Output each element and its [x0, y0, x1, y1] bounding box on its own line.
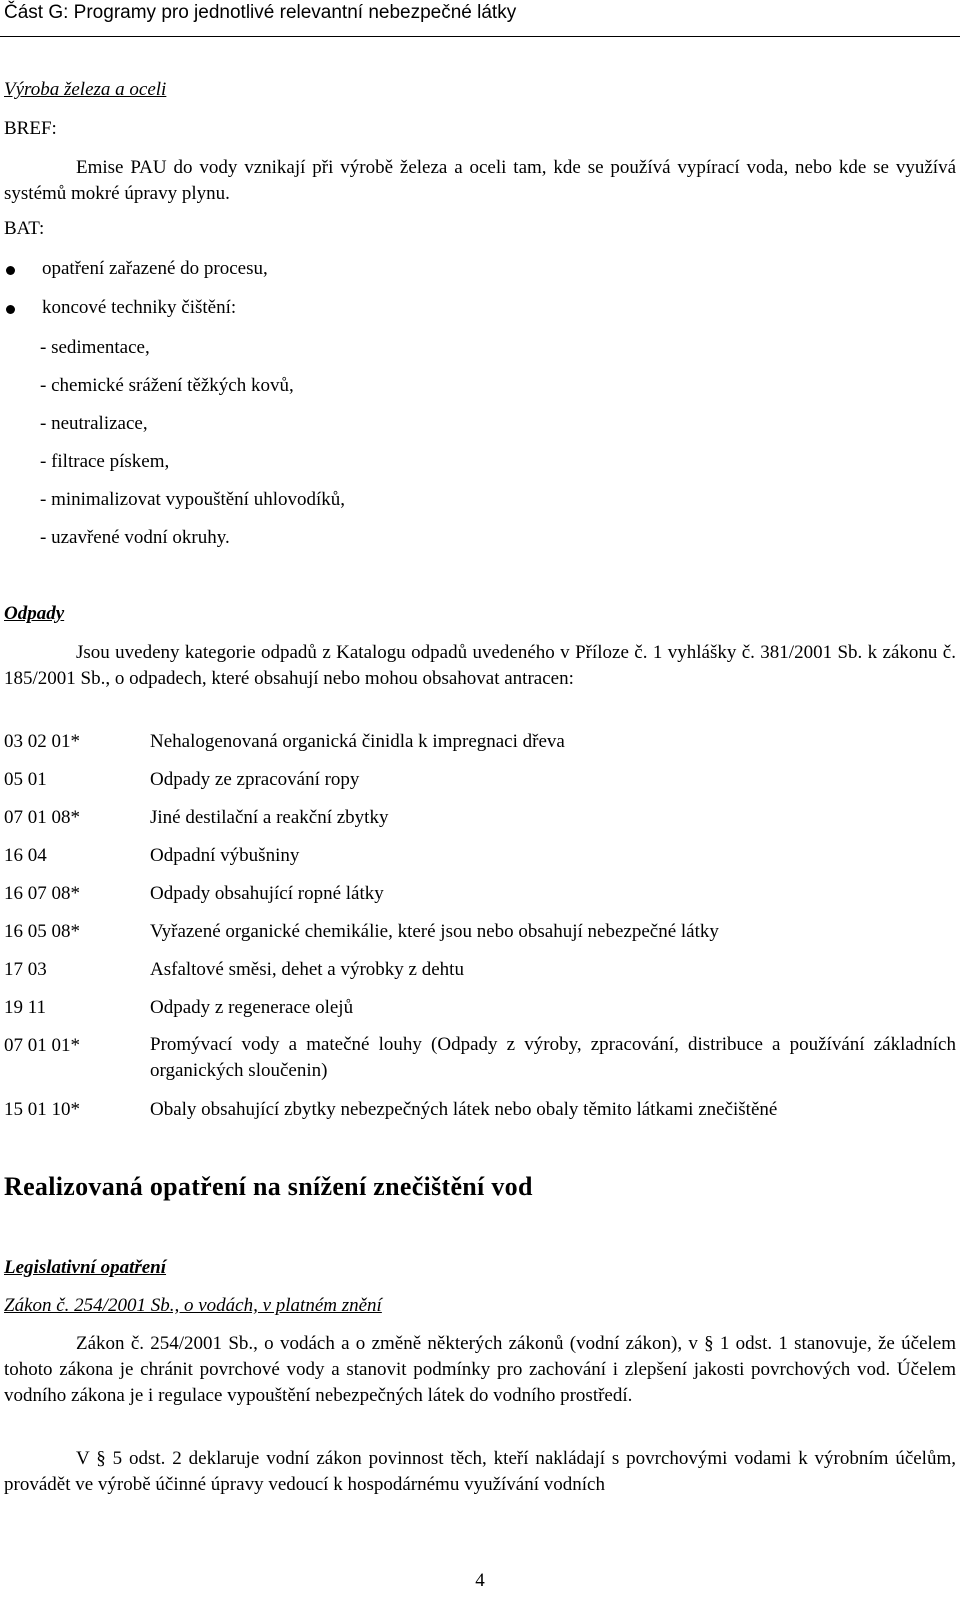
- waste-desc: Asfaltové směsi, dehet a výrobky z dehtu: [150, 959, 464, 980]
- waste-desc: Odpady obsahující ropné látky: [150, 883, 384, 904]
- waste-code: 03 02 01*: [4, 731, 80, 752]
- bullet-item-end-of-pipe: koncové techniky čištění:: [42, 297, 237, 318]
- list-item: - chemické srážení těžkých kovů,: [40, 375, 294, 396]
- waste-intro: Jsou uvedeny kategorie odpadů z Katalogu odpadů uvedeného v Příloze č. 1 vyhlášky č. 381/2001 Sb. k zákonu č. 185/2001 Sb., o odpadech, které obsahují nebo mohou obsahovat antracen:: [4, 642, 956, 689]
- page-header: Část G: Programy pro jednotlivé relevantní nebezpečné látky: [4, 2, 517, 23]
- waste-code: 17 03: [4, 959, 47, 980]
- waste-code: 15 01 10*: [4, 1099, 80, 1120]
- measures-heading: Realizovaná opatření na snížení znečištění vod: [4, 1172, 533, 1201]
- waste-desc: Odpady z regenerace olejů: [150, 997, 354, 1018]
- header-divider: [0, 36, 960, 37]
- waste-code: 07 01 08*: [4, 807, 80, 828]
- bullet-dot: [6, 266, 15, 275]
- law-paragraph-2: V § 5 odst. 2 deklaruje vodní zákon povinnost těch, kteří nakládají s povrchovými vodami k výrobním účelům, provádět ve výrobě účinné úpravy vedoucí k hospodárnému využívání vodních: [4, 1448, 956, 1495]
- list-item: - sedimentace,: [40, 337, 150, 358]
- law-paragraph-1: Zákon č. 254/2001 Sb., o vodách a o změně některých zákonů (vodní zákon), v § 1 odst. 1 stanovuje, že účelem tohoto zákona je chránit povrchové vody a stanovit podmínky pro zachování i zlepšení jakosti povrchových vod. Účelem vodního zákona je i regulace vypouštění nebezpečných látek do vodního prostředí.: [4, 1333, 956, 1406]
- waste-desc: Odpady ze zpracování ropy: [150, 769, 360, 790]
- waste-desc: Odpadní výbušniny: [150, 845, 300, 866]
- section-title-iron-steel: Výroba železa a oceli: [4, 79, 167, 100]
- waste-desc: Obaly obsahující zbytky nebezpečných látek nebo obaly těmito látkami znečištěné: [150, 1099, 778, 1120]
- bullet-dot: [6, 305, 15, 314]
- waste-code: 05 01: [4, 769, 47, 790]
- list-item: - minimalizovat vypouštění uhlovodíků,: [40, 489, 346, 510]
- page-number: 4: [475, 1570, 485, 1591]
- waste-code: 16 05 08*: [4, 921, 80, 942]
- law-title: Zákon č. 254/2001 Sb., o vodách, v platném znění: [4, 1295, 382, 1316]
- legislation-title: Legislativní opatření: [4, 1257, 167, 1278]
- bref-label: BREF:: [4, 118, 57, 139]
- list-item: - uzavřené vodní okruhy.: [40, 527, 230, 548]
- bref-paragraph: Emise PAU do vody vznikají při výrobě železa a oceli tam, kde se používá vypírací voda, nebo kde se využívá systémů mokré úpravy plynu.: [4, 157, 956, 204]
- waste-code: 16 04: [4, 845, 47, 866]
- waste-code: 16 07 08*: [4, 883, 80, 904]
- waste-code: 19 11: [4, 997, 47, 1018]
- waste-desc: Promývací vody a matečné louhy (Odpady z výroby, zpracování, distribuce a používání základních organických sloučenin): [150, 1034, 956, 1081]
- waste-title: Odpady: [4, 603, 65, 624]
- bullet-item-process: opatření zařazené do procesu,: [42, 258, 268, 279]
- list-item: - neutralizace,: [40, 413, 148, 434]
- list-item: - filtrace pískem,: [40, 451, 170, 472]
- waste-desc: Jiné destilační a reakční zbytky: [150, 807, 389, 828]
- waste-desc: Vyřazené organické chemikálie, které jsou nebo obsahují nebezpečné látky: [150, 921, 719, 942]
- bat-label: BAT:: [4, 218, 45, 239]
- waste-code: 07 01 01*: [4, 1035, 80, 1056]
- waste-desc: Nehalogenovaná organická činidla k impregnaci dřeva: [150, 731, 565, 752]
